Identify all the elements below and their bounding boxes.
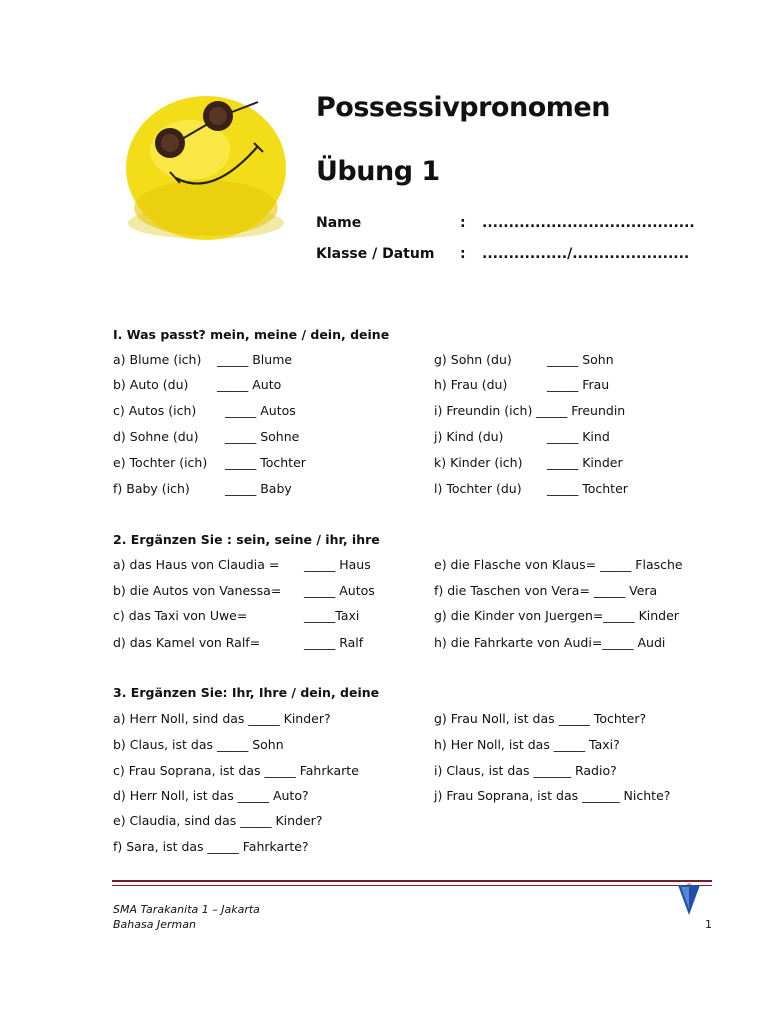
answer-blank[interactable]: _____ Autos (304, 583, 375, 598)
exercise-item: c) Autos (ich) (113, 403, 197, 418)
answer-blank[interactable]: _____ Tochter (547, 481, 628, 496)
name-colon: : (460, 215, 466, 231)
answer-blank[interactable]: _____Taxi (304, 608, 360, 623)
page-title: Possessivpronomen (316, 92, 610, 123)
name-label: Name (316, 215, 362, 231)
class-date-label: Klasse / Datum (316, 246, 435, 262)
exercise-item: f) Baby (ich) (113, 481, 190, 496)
footer-rule-thin (112, 885, 712, 886)
answer-blank[interactable]: _____ Tochter (225, 455, 306, 470)
exercise-item: j) Kind (du) (434, 429, 504, 444)
exercise-item: d) Sohne (du) (113, 429, 199, 444)
exercise-item[interactable]: f) die Taschen von Vera= _____ Vera (434, 583, 658, 598)
exercise-item: c) das Taxi von Uwe= (113, 608, 248, 623)
section2-title: 2. Ergänzen Sie : sein, seine / ihr, ihre (113, 532, 380, 547)
exercise-item: g) Sohn (du) (434, 352, 512, 367)
answer-blank[interactable]: _____ Kinder (547, 455, 623, 470)
answer-blank[interactable]: _____ Auto (217, 377, 282, 392)
exercise-item[interactable]: h) die Fahrkarte von Audi=_____ Audi (434, 635, 666, 650)
exercise-item[interactable]: a) Herr Noll, sind das _____ Kinder? (113, 711, 331, 726)
exercise-item: k) Kinder (ich) (434, 455, 523, 470)
section3-title: 3. Ergänzen Sie: Ihr, Ihre / dein, deine (113, 685, 380, 700)
exercise-item: a) Blume (ich) (113, 352, 202, 367)
class-date-field[interactable]: ................/...................... (482, 246, 690, 262)
answer-blank[interactable]: _____ Ralf (304, 635, 364, 650)
section1-title: I. Was passt? mein, meine / dein, deine (113, 327, 390, 342)
answer-blank[interactable]: _____ Freundin (536, 403, 626, 418)
exercise-item[interactable]: e) die Flasche von Klaus= _____ Flasche (434, 557, 683, 572)
answer-blank[interactable]: _____ Autos (225, 403, 296, 418)
answer-blank[interactable]: _____ Baby (225, 481, 292, 496)
exercise-item[interactable]: b) Claus, ist das _____ Sohn (113, 737, 284, 752)
answer-blank[interactable]: _____ Haus (304, 557, 371, 572)
footer-school: SMA Tarakanita 1 – Jakarta (113, 903, 260, 916)
smiley-cake-image (118, 88, 294, 246)
exercise-item[interactable]: h) Her Noll, ist das _____ Taxi? (434, 737, 620, 752)
exercise-item[interactable]: g) Frau Noll, ist das _____ Tochter? (434, 711, 647, 726)
exercise-item: d) das Kamel von Ralf= (113, 635, 261, 650)
page-number: 1 (705, 918, 712, 931)
exercise-item[interactable]: g) die Kinder von Juergen=_____ Kinder (434, 608, 679, 623)
answer-blank[interactable]: _____ Frau (547, 377, 610, 392)
answer-blank[interactable]: _____ Sohne (225, 429, 300, 444)
exercise-item[interactable]: c) Frau Soprana, ist das _____ Fahrkarte (113, 763, 359, 778)
exercise-item: b) die Autos von Vanessa= (113, 583, 282, 598)
exercise-item: l) Tochter (du) (434, 481, 522, 496)
footer-subject: Bahasa Jerman (113, 918, 196, 931)
exercise-item: i) Freundin (ich) (434, 403, 533, 418)
exercise-item: a) das Haus von Claudia = (113, 557, 280, 572)
answer-blank[interactable]: _____ Blume (217, 352, 293, 367)
exercise-item[interactable]: f) Sara, ist das _____ Fahrkarte? (113, 839, 309, 854)
exercise-item: h) Frau (du) (434, 377, 508, 392)
exercise-item[interactable]: j) Frau Soprana, ist das ______ Nichte? (434, 788, 671, 803)
exercise-item[interactable]: d) Herr Noll, ist das _____ Auto? (113, 788, 309, 803)
school-logo-icon (676, 883, 702, 917)
class-date-colon: : (460, 246, 466, 262)
footer-rule (112, 880, 712, 882)
answer-blank[interactable]: _____ Sohn (547, 352, 614, 367)
exercise-item[interactable]: i) Claus, ist das ______ Radio? (434, 763, 617, 778)
name-field[interactable]: ........................................ (482, 215, 695, 231)
exercise-item[interactable]: e) Claudia, sind das _____ Kinder? (113, 813, 323, 828)
page-subtitle: Übung 1 (316, 156, 440, 187)
exercise-item: e) Tochter (ich) (113, 455, 208, 470)
exercise-item: b) Auto (du) (113, 377, 189, 392)
answer-blank[interactable]: _____ Kind (547, 429, 610, 444)
